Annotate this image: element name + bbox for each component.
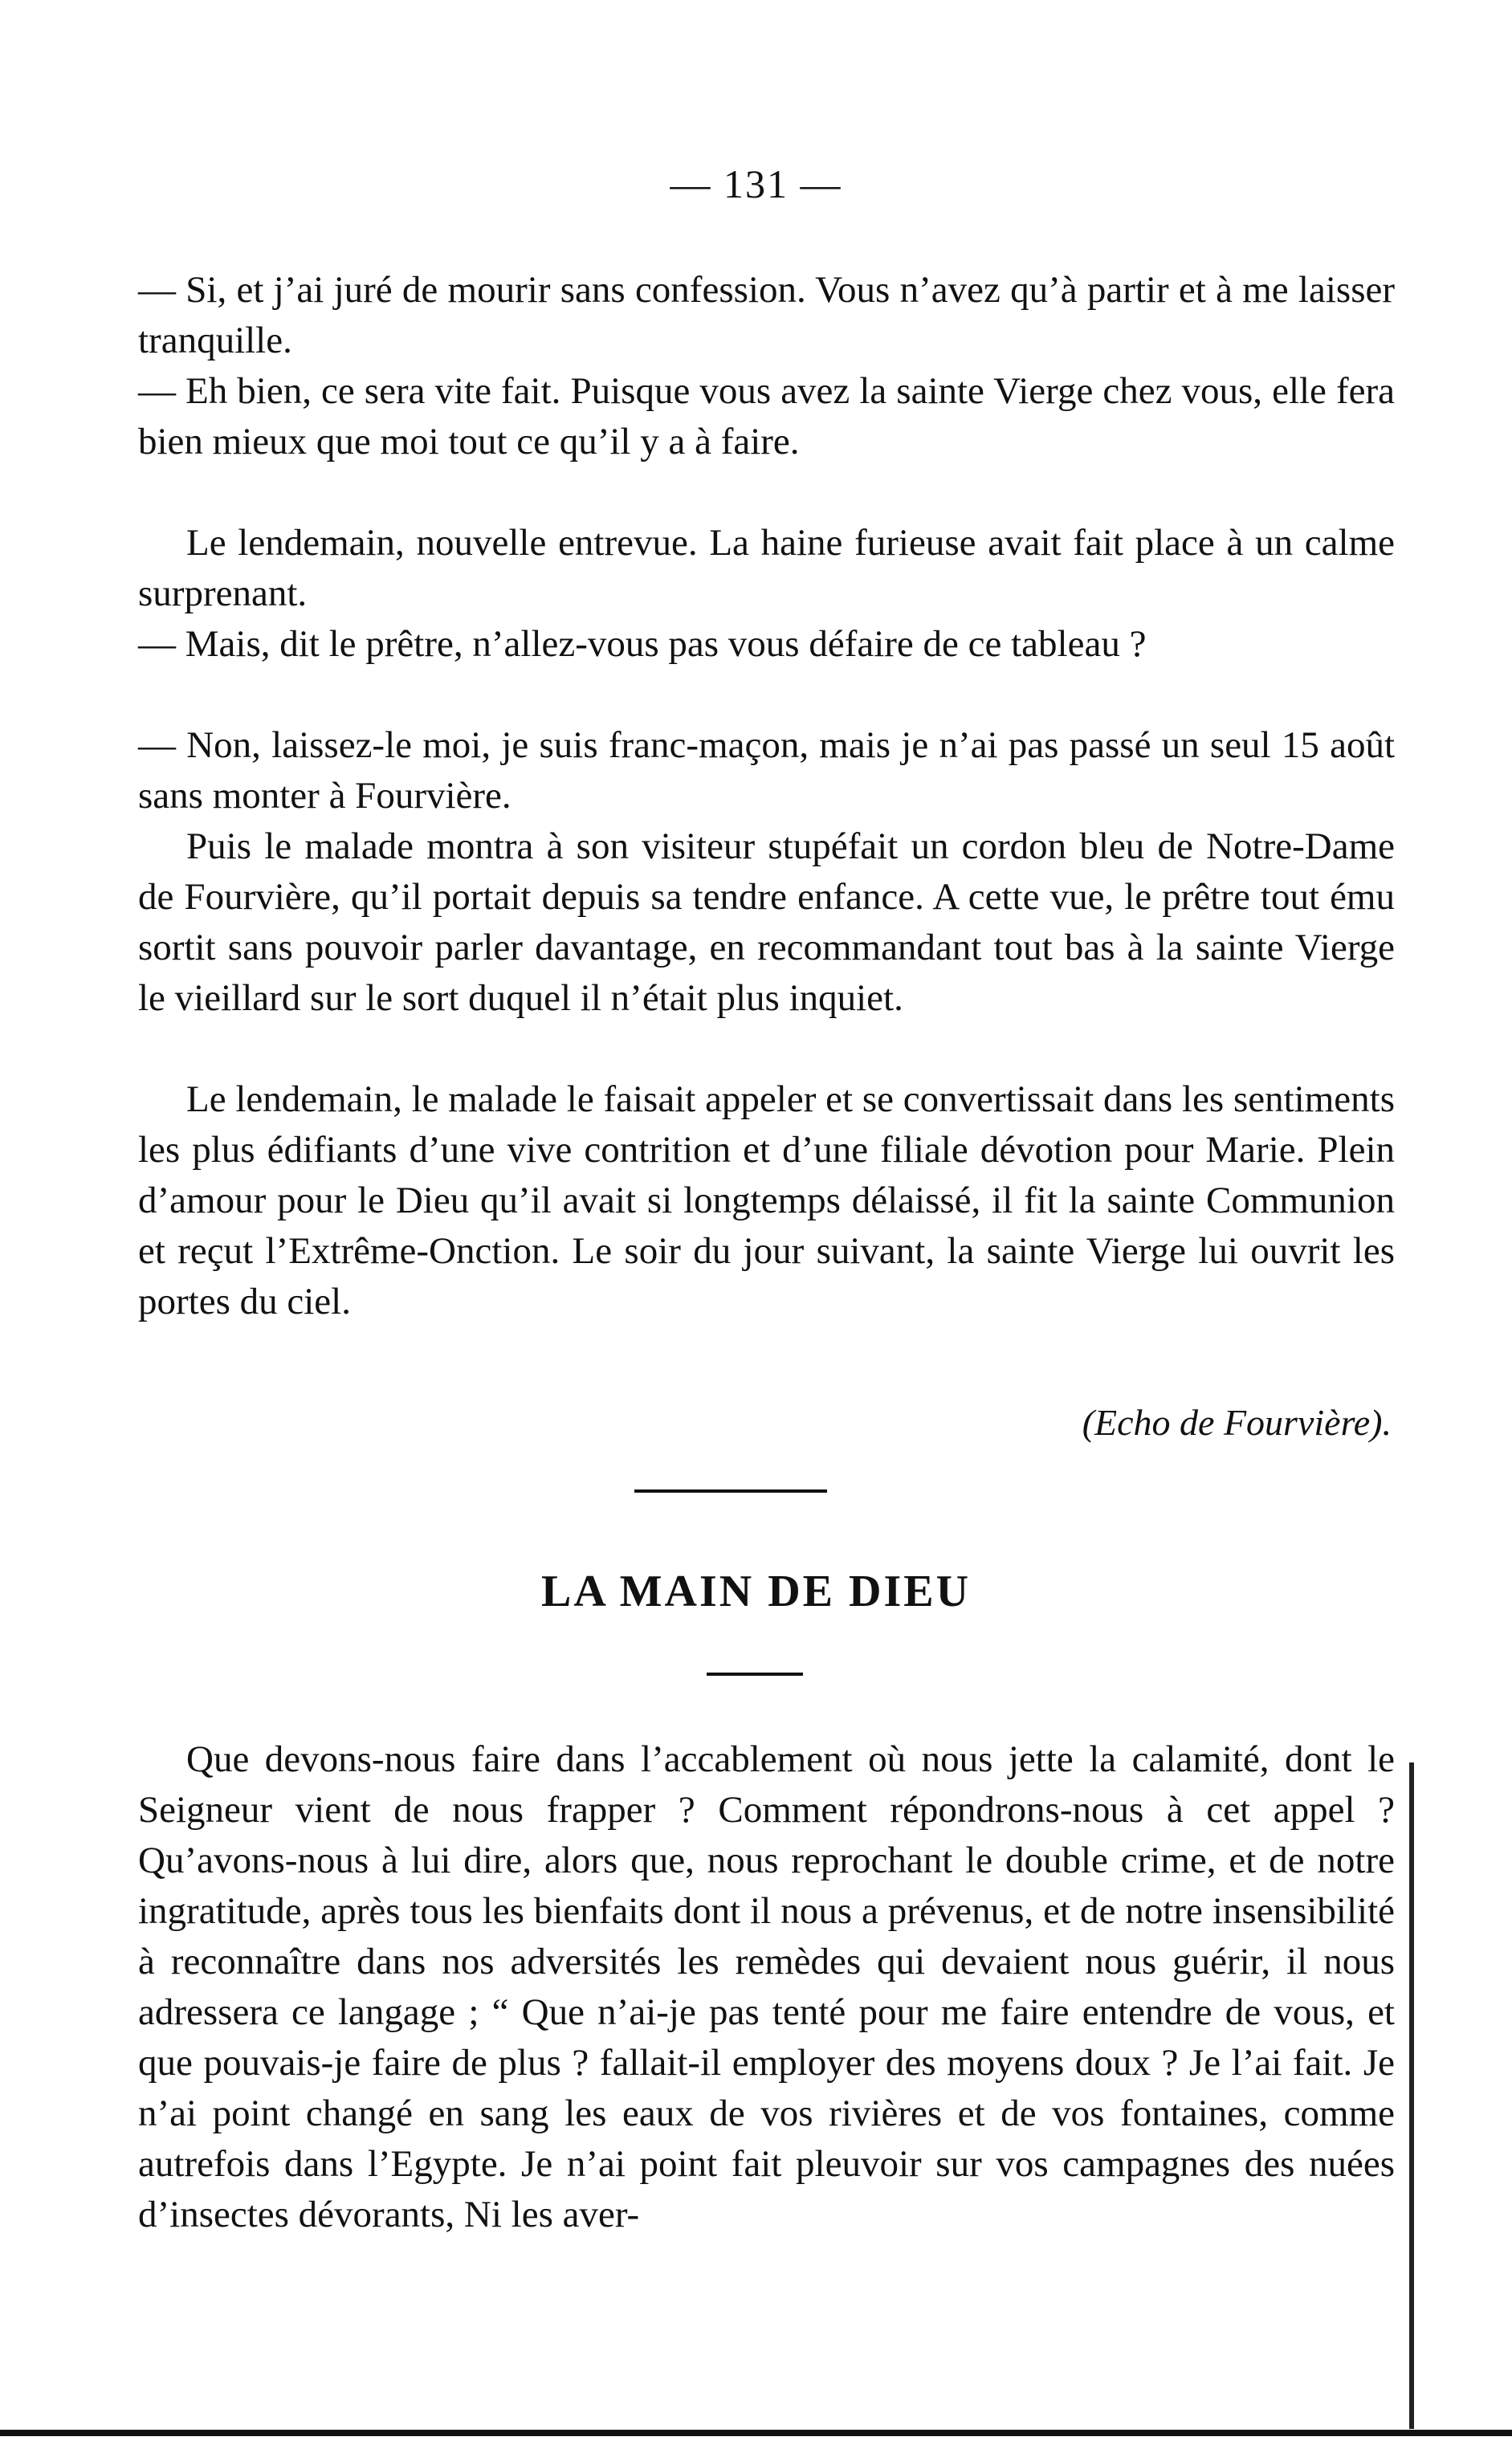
paragraph-3: Le lendemain, nouvelle entrevue. La haine furieuse avait fait place à un calme surprenant. [138, 522, 1395, 614]
paragraph-2: — Eh bien, ce sera vite fait. Puisque vous avez la sainte Vierge chez vous, elle fera bien mieux que moi tout ce qu’il y a à faire. [138, 370, 1395, 462]
bottom-border [0, 2430, 1512, 2436]
paragraph-7: Le lendemain, le malade le faisait appeler et se convertissait dans les sentiments les plus édifiants d’une vive contrition et d’une filiale dévotion pour Marie. Plein d’amour pour le Dieu qu’il avait si longtemps délaissé, il fit la sainte Communion et reçut l’Extrême-Onction. Le soir du jour suivant, la sainte Vierge lui ouvrit les portes du ciel. [138, 1078, 1395, 1322]
paragraph-1: — Si, et j’ai juré de mourir sans confession. Vous n’avez qu’à partir et à me laisser tranquille. [138, 269, 1395, 361]
page-edge-shadow [1409, 1762, 1414, 2429]
paragraph-6: Puis le malade montra à son visiteur stupéfait un cordon bleu de Notre-Dame de Fourvière, qu’il portait depuis sa tendre enfance. A cette vue, le prêtre tout ému sortit sans pouvoir parler davantage, en recommandant tout bas à la sainte Vierge le vieillard sur le sort duquel il n’était plus inquiet. [138, 825, 1395, 1019]
source-citation: (Echo de Fourvière). [1082, 1402, 1392, 1443]
section-heading: LA MAIN DE DIEU [540, 1567, 972, 1616]
paragraph-4: — Mais, dit le prêtre, n’allez-vous pas vous défaire de ce tableau ? [138, 623, 1147, 665]
paragraph-8: Que devons-nous faire dans l’accablement où nous jette la calamité, dont le Seigneur vient de nous frapper ? Comment répondrons-nous à cet appel ? Qu’avons-nous à lui dire, alors que, nous reprochant le double crime, et de notre ingratitude, après tous les bienfaits dont il nous a prévenus, et de notre insensibilité à reconnaître dans nos adversités les remèdes qui devaient nous guérir, il nous adressera ce langage ; “ Que n’ai-je pas tenté pour me faire entendre de vous, et que pouvais-je faire de plus ? fallait-il employer des moyens doux ? Je l’ai fait. Je n’ai point changé en sang les eaux de vos rivières et de vos fontaines, comme autrefois dans l’Egypte. Je n’ai point fait pleuvoir sur vos campagnes des nuées d’insectes dévorants, Ni les aver- [138, 1738, 1395, 2235]
heading-underline [707, 1673, 803, 1676]
page-number: — 131 — [670, 161, 842, 206]
paragraph-5: — Non, laissez-le moi, je suis franc-maçon, mais je n’ai pas passé un seul 15 août sans monter à Fourvière. [138, 724, 1395, 817]
section-divider [634, 1489, 827, 1493]
